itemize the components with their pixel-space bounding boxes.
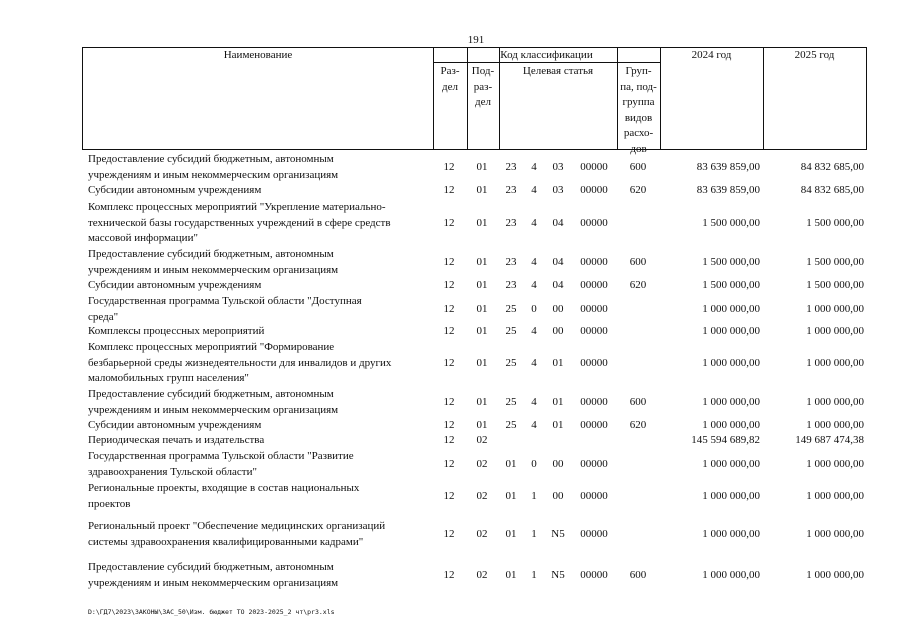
cell-name-line: учреждениям и иным некоммерческим организациям [88,576,339,589]
cell-podrazdel: 01 [476,255,488,268]
cell-2024: 1 500 000,00 [702,216,760,229]
file-path: D:\ГД7\2023\ЗАКОНЫ\ЗАС_50\Изм. бюджет ТО 2023-2025_2 чт\pr3.xls [88,608,335,616]
cell-target-direction: 00000 [580,527,608,540]
cell-name-line: среда" [88,310,119,323]
cell-target-subprogram: 00 [552,302,564,315]
cell-2024: 83 639 859,00 [696,160,760,173]
header-group-line: Груп- [625,65,652,77]
header-2024: 2024 год [691,49,732,61]
cell-name-line: учреждениям и иным некоммерческим организациям [88,403,339,416]
cell-podrazdel: 01 [476,395,488,408]
cell-target-direction: 00000 [580,457,608,470]
cell-target-type: 4 [531,419,537,431]
cell-podrazdel: 01 [476,216,488,229]
cell-target-program: 01 [505,568,517,581]
header-group-line: дов [630,142,647,155]
cell-target-subprogram: 04 [552,279,564,291]
cell-target-program: 23 [505,160,517,173]
cell-2024: 1 000 000,00 [702,325,760,337]
cell-target-type: 4 [531,325,537,337]
cell-2025: 1 000 000,00 [806,457,864,470]
cell-podrazdel: 01 [476,160,488,173]
cell-name-line: Предоставление субсидий бюджетным, автономным [88,561,334,573]
cell-2025: 149 687 474,38 [795,434,864,446]
cell-target-direction: 00000 [580,489,608,502]
cell-name [88,418,433,434]
cell-name [88,294,433,325]
cell-target-type: 0 [531,457,537,470]
cell-podrazdel: 01 [476,419,488,431]
cell-2025: 1 000 000,00 [806,395,864,408]
cell-name-line: маломобильных групп населения" [88,372,249,384]
cell-razdel: 12 [443,457,455,470]
cell-name-line: Предоставление субсидий бюджетным, автономным [88,388,334,400]
cell-razdel: 12 [443,184,455,196]
cell-2025: 1 000 000,00 [806,302,864,315]
cell-razdel: 12 [443,279,455,291]
cell-target-program: 23 [505,279,517,291]
cell-razdel: 12 [443,160,455,173]
cell-target-subprogram: 01 [552,356,564,369]
cell-name-line: учреждениям и иным некоммерческим организациям [88,168,339,181]
header-podrazdel [467,64,499,111]
cell-razdel: 12 [443,419,455,431]
cell-target-subprogram: 03 [552,184,564,196]
cell-2025: 1 500 000,00 [806,279,864,291]
header-2025: 2025 год [794,49,835,61]
header-target: Целевая статья [522,65,594,77]
cell-podrazdel: 01 [476,325,488,337]
cell-name-line: массовой информации" [88,232,198,244]
cell-name-line: системы здравоохранения квалифицированными кадрами" [88,535,364,548]
cell-target-direction: 00000 [580,356,608,369]
cell-2024: 83 639 859,00 [696,184,760,196]
cell-target-program: 25 [505,395,517,408]
cell-2024: 1 000 000,00 [702,568,760,581]
cell-target-subprogram: 00 [552,489,564,502]
cell-2025: 1 000 000,00 [806,489,864,502]
cell-target-direction: 00000 [580,302,608,315]
cell-target-program: 23 [505,255,517,268]
cell-razdel: 12 [443,395,455,408]
cell-razdel: 12 [443,527,455,540]
cell-target-subprogram: 00 [552,457,564,470]
cell-2025: 1 000 000,00 [806,419,864,431]
cell-target-program: 25 [505,356,517,369]
cell-target-type: 4 [531,216,537,229]
cell-target-subprogram: 01 [552,419,564,431]
cell-target-program: 23 [505,184,517,196]
cell-name-line: проектов [88,497,131,510]
header-podrazdel-line: дел [475,96,491,108]
cell-target-subprogram: N5 [551,527,565,540]
cell-name-line: Государственная программа Тульской области "Развитие [88,450,354,462]
cell-name-line: Комплекс процессных мероприятий "Укрепление материально- [88,201,386,213]
cell-name-line: Государственная программа Тульской области "Доступная [88,295,362,307]
cell-name [88,340,433,387]
cell-target-direction: 00000 [580,395,608,408]
cell-name-line: Периодическая печать и издательства [88,434,265,446]
header-code: Код классификации [500,49,593,61]
cell-target-subprogram: 04 [552,216,564,229]
table-header [82,47,867,155]
cell-target-type: 4 [531,255,537,268]
cell-target-type: 4 [531,356,537,369]
cell-podrazdel: 01 [476,356,488,369]
header-podrazdel-line: раз- [473,80,493,93]
cell-2024: 1 000 000,00 [702,302,760,315]
cell-2024: 1 000 000,00 [702,457,760,470]
cell-target-program: 23 [505,216,517,229]
cell-target-subprogram: 04 [552,255,564,268]
cell-razdel: 12 [443,216,455,229]
cell-name [88,560,433,591]
cell-target-direction: 00000 [580,325,608,337]
cell-target-program: 01 [505,527,517,540]
cell-2025: 1 500 000,00 [806,216,864,229]
cell-target-direction: 00000 [580,216,608,229]
cell-2025: 1 000 000,00 [806,356,864,369]
cell-group: 620 [629,419,647,431]
cell-name-line: Региональный проект "Обеспечение медицинских организаций [88,520,386,532]
cell-group: 600 [629,568,647,581]
cell-name [88,200,433,247]
page-number: 191 [467,34,485,46]
header-group [617,64,660,157]
cell-2024: 1 000 000,00 [702,527,760,540]
cell-2024: 145 594 689,82 [691,434,760,446]
cell-target-program: 01 [505,489,517,502]
cell-name-line: учреждениям и иным некоммерческим организациям [88,263,339,276]
cell-razdel: 12 [443,434,455,446]
header-name: Наименование [223,49,293,61]
cell-target-subprogram: 03 [552,160,564,173]
cell-name [88,433,433,449]
cell-group: 600 [629,160,647,173]
cell-target-direction: 00000 [580,568,608,581]
cell-2024: 1 000 000,00 [702,356,760,369]
header-group-line: па, под- [620,80,657,93]
cell-target-program: 01 [505,457,517,470]
cell-target-direction: 00000 [580,419,608,431]
cell-target-direction: 00000 [580,160,608,173]
cell-podrazdel: 02 [476,489,488,502]
cell-target-type: 1 [531,489,537,502]
cell-name-line: Комплексы процессных мероприятий [88,325,265,337]
cell-name [88,387,433,418]
cell-razdel: 12 [443,302,455,315]
header-razdel-line: дел [442,80,458,93]
cell-group: 600 [629,255,647,268]
cell-2025: 1 000 000,00 [806,325,864,337]
header-group-line: видов [624,111,653,124]
cell-name [88,449,433,480]
cell-2024: 1 500 000,00 [702,255,760,268]
cell-2024: 1 000 000,00 [702,395,760,408]
cell-podrazdel: 02 [476,434,488,446]
cell-razdel: 12 [443,568,455,581]
cell-name-line: Субсидии автономным учреждениям [88,184,262,196]
cell-podrazdel: 02 [476,568,488,581]
cell-podrazdel: 02 [476,527,488,540]
cell-razdel: 12 [443,489,455,502]
cell-name-line: Комплекс процессных мероприятий "Формирование [88,341,335,353]
cell-group: 600 [629,395,647,408]
cell-2025: 1 000 000,00 [806,527,864,540]
header-group-line: расхо- [623,127,654,139]
cell-name [88,481,433,512]
cell-razdel: 12 [443,255,455,268]
cell-target-subprogram: N5 [551,568,565,581]
cell-target-subprogram: 01 [552,395,564,408]
cell-2025: 1 000 000,00 [806,568,864,581]
cell-name [88,324,433,340]
cell-2024: 1 000 000,00 [702,419,760,431]
cell-target-direction: 00000 [580,255,608,268]
cell-target-program: 25 [505,302,517,315]
header-group-line: группа [622,96,655,108]
cell-target-type: 4 [531,160,537,173]
cell-podrazdel: 01 [476,302,488,315]
cell-name-line: Субсидии автономным учреждениям [88,419,262,431]
cell-name [88,152,433,183]
cell-name-line: Предоставление субсидий бюджетным, автономным [88,248,334,260]
cell-podrazdel: 02 [476,457,488,470]
cell-target-subprogram: 00 [552,325,564,337]
cell-name-line: Субсидии автономным учреждениям [88,279,262,291]
cell-target-type: 1 [531,568,537,581]
cell-target-program: 25 [505,325,517,337]
cell-razdel: 12 [443,356,455,369]
cell-target-type: 1 [531,527,537,540]
cell-group: 620 [629,184,647,196]
cell-target-type: 4 [531,279,537,291]
cell-target-direction: 00000 [580,279,608,291]
header-razdel-line: Раз- [440,65,460,77]
cell-target-direction: 00000 [580,184,608,196]
cell-group: 620 [629,279,647,291]
cell-podrazdel: 01 [476,279,488,291]
cell-name [88,278,433,294]
cell-2024: 1 500 000,00 [702,279,760,291]
cell-2024: 1 000 000,00 [702,489,760,502]
header-razdel [433,64,467,95]
header-podrazdel-line: Под- [471,65,495,77]
cell-target-type: 4 [531,395,537,408]
cell-name [88,519,433,550]
cell-name-line: безбарьерной среды жизнедеятельности для инвалидов и других [88,356,392,369]
cell-2025: 1 500 000,00 [806,255,864,268]
cell-target-program: 25 [505,419,517,431]
cell-podrazdel: 01 [476,184,488,196]
cell-razdel: 12 [443,325,455,337]
cell-name-line: Региональные проекты, входящие в состав национальных [88,482,360,494]
cell-target-type: 0 [531,302,537,315]
cell-2025: 84 832 685,00 [800,160,864,173]
cell-name-line: технической базы государственных учреждений в сфере средств [88,216,391,229]
cell-target-type: 4 [531,184,537,196]
cell-name-line: здравоохранения Тульской области" [88,465,257,478]
cell-2025: 84 832 685,00 [800,184,864,196]
cell-name [88,183,433,199]
cell-name [88,247,433,278]
cell-name-line: Предоставление субсидий бюджетным, автономным [88,153,334,165]
